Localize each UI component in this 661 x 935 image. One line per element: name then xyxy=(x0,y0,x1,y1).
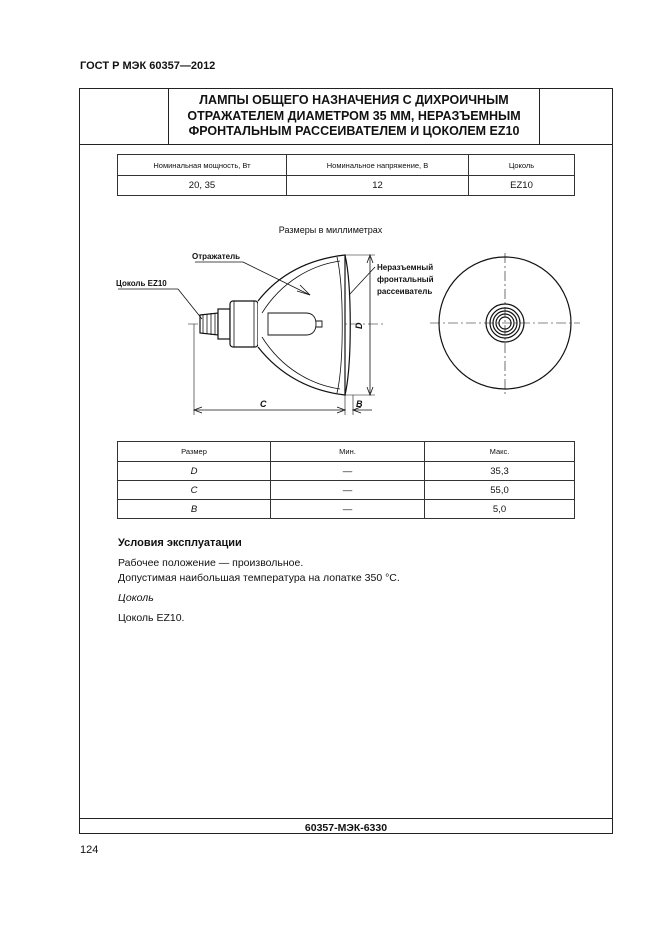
table-row xyxy=(118,500,575,519)
max-cell: 55,0 xyxy=(425,481,575,500)
units-caption: Размеры в миллиметрах xyxy=(278,225,383,235)
table-row xyxy=(118,481,575,500)
temperature-text: Допустимая наибольшая температура на лопатке 350 °С. xyxy=(118,572,400,584)
dimensions-table xyxy=(117,441,575,519)
header-cell: Мин. xyxy=(271,442,425,462)
dimension-name-cell: C xyxy=(118,481,271,500)
title-left-cell xyxy=(80,89,169,144)
min-cell: — xyxy=(271,462,425,481)
position-text: Рабочее положение — произвольное. xyxy=(118,557,304,569)
reflector-label: Отражатель xyxy=(192,252,241,261)
diffuser-label-1: Неразъемный xyxy=(377,263,434,272)
base-heading: Цоколь xyxy=(118,592,154,604)
title-block xyxy=(80,89,612,145)
header-cell: Цоколь xyxy=(469,155,575,176)
power-cell: 20, 35 xyxy=(118,176,287,196)
dimension-d-label: D xyxy=(354,322,364,329)
min-cell: — xyxy=(271,481,425,500)
title-right-cell xyxy=(539,89,612,144)
max-cell: 5,0 xyxy=(425,500,575,519)
page-number: 124 xyxy=(80,844,99,856)
dimension-name-cell: B xyxy=(118,500,271,519)
header-cell: Размер xyxy=(118,442,271,462)
min-cell: — xyxy=(271,500,425,519)
standard-designation: ГОСТ Р МЭК 60357—2012 xyxy=(80,60,216,72)
header-cell: Макс. xyxy=(425,442,575,462)
header-cell: Номинальное напряжение, В xyxy=(287,155,469,176)
table-header-row xyxy=(118,155,575,176)
ratings-table xyxy=(117,154,575,196)
conditions-heading: Условия эксплуатации xyxy=(118,537,242,549)
table-row xyxy=(118,462,575,481)
diffuser-label-2: фронтальный xyxy=(377,275,434,284)
header-cell: Номинальная мощность, Вт xyxy=(118,155,287,176)
max-cell: 35,3 xyxy=(425,462,575,481)
table-row xyxy=(118,176,575,196)
lamp-drawing xyxy=(100,245,580,425)
base-label: Цоколь EZ10 xyxy=(116,279,167,288)
sheet-code: 60357-МЭК-6330 xyxy=(304,822,388,834)
table-header-row xyxy=(118,442,575,462)
title-line: ЛАМПЫ ОБЩЕГО НАЗНАЧЕНИЯ С ДИХРОИЧНЫМ xyxy=(199,93,509,107)
diffuser-label-3: рассеиватель xyxy=(377,287,433,296)
title-line: ФРОНТАЛЬНЫМ РАССЕИВАТЕЛЕМ И ЦОКОЛЕМ EZ10 xyxy=(188,124,520,138)
footer-divider xyxy=(79,818,613,819)
voltage-cell: 12 xyxy=(287,176,469,196)
title-line: ОТРАЖАТЕЛЕМ ДИАМЕТРОМ 35 ММ, НЕРАЗЪЕМНЫМ xyxy=(187,108,521,123)
base-cell: EZ10 xyxy=(469,176,575,196)
dimension-b-label: B xyxy=(356,399,363,409)
base-text: Цоколь EZ10. xyxy=(118,612,185,624)
sheet-title xyxy=(169,93,539,140)
dimension-c-label: C xyxy=(260,399,267,409)
dimension-name-cell: D xyxy=(118,462,271,481)
